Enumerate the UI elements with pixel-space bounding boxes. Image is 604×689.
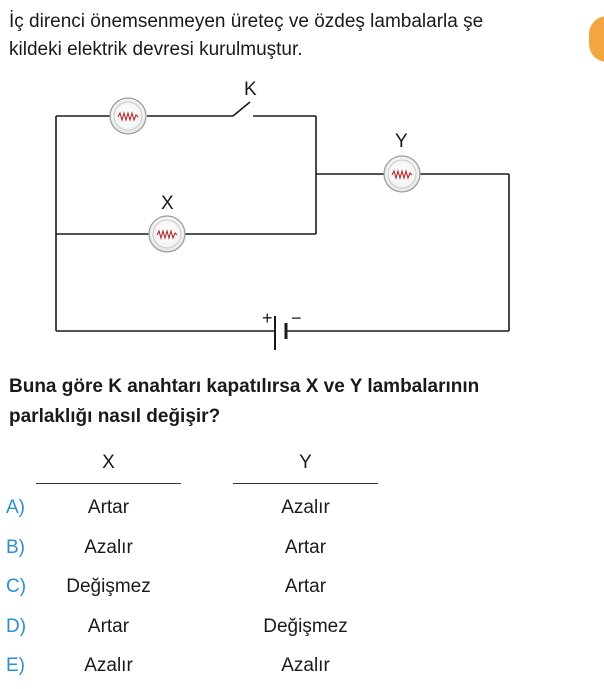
column-rule-x [36, 483, 181, 484]
option-c[interactable] [0, 576, 604, 606]
option-letter: B) [6, 537, 25, 558]
option-letter: D) [6, 616, 27, 637]
option-letter: E) [6, 655, 25, 676]
option-x-value: Azalır [84, 655, 133, 676]
option-x-value: Artar [87, 616, 130, 637]
battery-plus-label: + [262, 308, 273, 328]
column-rule-y [233, 483, 378, 484]
option-x-value: Azalır [84, 537, 133, 558]
option-e[interactable] [0, 655, 604, 685]
option-d[interactable] [0, 616, 604, 646]
switch-k-blade [233, 102, 250, 116]
intro-line-2: kildeki elektrik devresi kurulmuştur. [9, 39, 303, 60]
lamp-y-label: Y [395, 131, 408, 152]
column-header-y: Y [299, 452, 312, 473]
option-x-value: Artar [87, 497, 130, 518]
option-y-value: Değişmez [263, 616, 348, 637]
option-letter: C) [6, 576, 27, 597]
switch-k-label: K [244, 79, 257, 100]
lamp-top [110, 98, 146, 134]
battery-minus-label: − [291, 308, 302, 328]
option-y-value: Azalır [281, 655, 330, 676]
question-line-2: parlaklığı nasıl değişir? [9, 406, 221, 427]
option-a[interactable] [0, 497, 604, 527]
column-header-x: X [102, 452, 115, 473]
intro-line-1: İç direnci önemsenmeyen üreteç ve özdeş lambalarla şe [9, 11, 484, 32]
option-y-value: Artar [284, 576, 327, 597]
option-y-value: Azalır [281, 497, 330, 518]
option-b[interactable] [0, 537, 604, 567]
lamp-x [149, 216, 185, 252]
question-line-1: Buna göre K anahtarı kapatılırsa X ve Y lambalarının [9, 376, 480, 397]
question-text [9, 372, 604, 432]
lamp-y [384, 156, 420, 192]
lamp-x-label: X [161, 193, 174, 214]
option-y-value: Artar [284, 537, 327, 558]
option-x-value: Değişmez [66, 576, 151, 597]
option-letter: A) [6, 497, 25, 518]
